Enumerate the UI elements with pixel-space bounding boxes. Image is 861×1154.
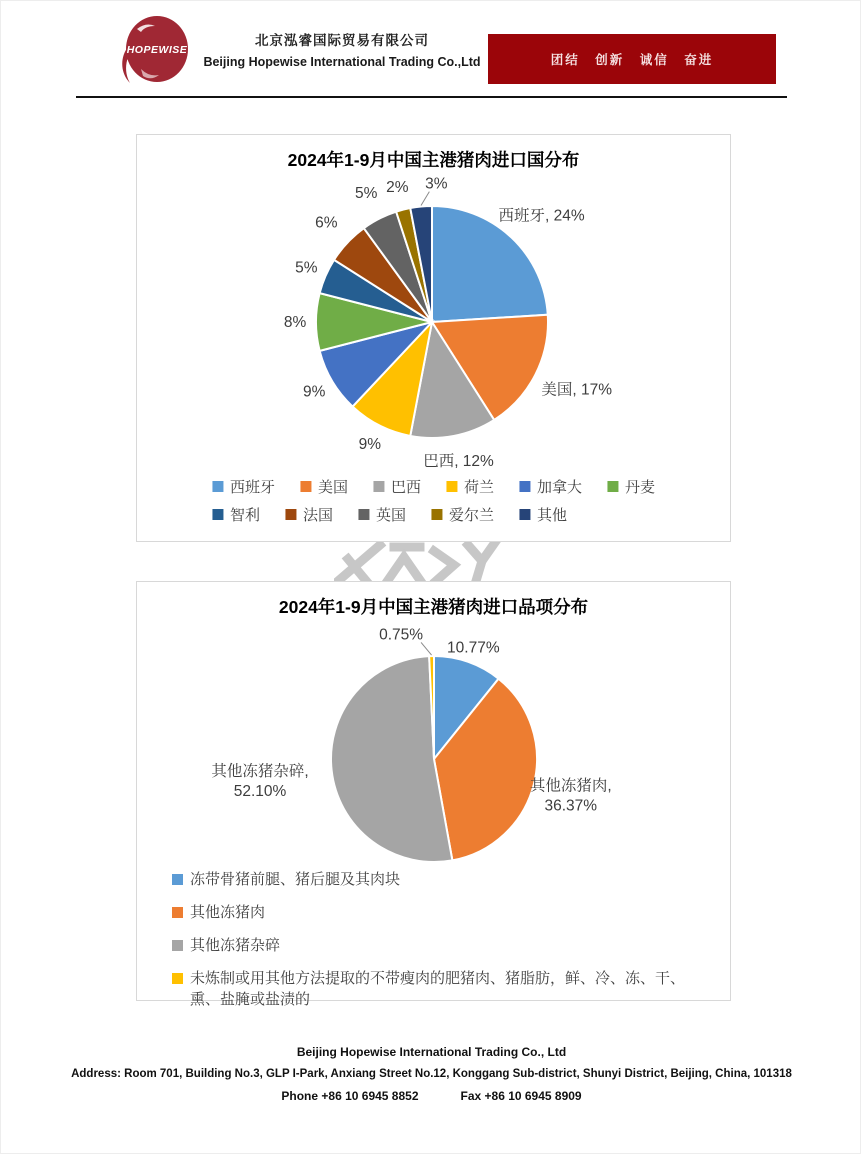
legend-swatch-icon	[300, 481, 311, 492]
pie-slice-label: 2%	[386, 179, 409, 197]
logo-wordmark: HOPEWISE	[126, 44, 188, 56]
legend-label: 爱尔兰	[449, 507, 495, 524]
legend-item	[358, 504, 406, 525]
legend-swatch-icon	[212, 509, 223, 520]
legend-swatch-icon	[172, 973, 183, 984]
legend-item	[300, 476, 348, 497]
legend-item	[172, 968, 708, 1010]
legend-item	[212, 504, 260, 525]
legend-item	[431, 504, 494, 525]
legend-label: 巴西	[390, 479, 421, 496]
pie-slice-label: 9%	[358, 435, 382, 453]
legend-swatch-icon	[431, 509, 442, 520]
label-leader-line	[421, 642, 431, 655]
legend-item	[172, 935, 708, 956]
pie-legend-import-items	[172, 869, 708, 1022]
pie-slice-label: 3%	[425, 175, 448, 193]
watermark-icon	[334, 537, 534, 587]
pie-chart-card-import-items	[136, 581, 731, 1008]
footer-phone: Phone +86 10 6945 8852	[281, 1089, 419, 1103]
pie-slice-label: 8%	[283, 314, 307, 331]
legend-row	[212, 504, 655, 525]
legend-swatch-icon	[172, 874, 183, 885]
footer-address: Address: Room 701, Building No.3, GLP I-Park, Anxiang Street No.12, Konggang Sub-district, Shunyi District, Beijing, China, 101318	[71, 1068, 792, 1080]
legend-label: 荷兰	[464, 479, 495, 496]
pie-slice-label: 0.75%	[379, 626, 424, 644]
slogan-text: 团结 创新 诚信 奋进	[550, 53, 714, 67]
legend-swatch-icon	[446, 481, 457, 492]
legend-label: 加拿大	[537, 479, 583, 496]
company-name-cn: 北京泓睿国际贸易有限公司	[255, 33, 429, 48]
legend-label: 其他	[537, 507, 568, 524]
legend-item	[172, 902, 708, 923]
legend-item	[446, 476, 494, 497]
legend-label: 智利	[229, 507, 260, 524]
pie-slice-label: 美国, 17%	[541, 381, 613, 399]
hopewise-logo-icon	[111, 11, 191, 91]
legend-item	[519, 504, 567, 525]
legend-swatch-icon	[607, 481, 618, 492]
legend-swatch-icon	[285, 509, 296, 520]
footer-fax: Fax +86 10 6945 8909	[460, 1089, 582, 1103]
legend-label: 未炼制或用其他方法提取的不带瘦肉的肥猪肉、猪脂肪，鲜、冷、冻、干、熏、盐腌或盐渍的	[190, 970, 686, 1008]
pie-slice-label: 5%	[295, 259, 318, 277]
legend-label: 英国	[375, 507, 406, 524]
pie-slice-label: 巴西, 12%	[423, 453, 494, 471]
legend-swatch-icon	[519, 509, 530, 520]
header-divider	[76, 96, 787, 98]
legend-label: 美国	[317, 479, 348, 496]
pie-slice-label: 9%	[302, 383, 326, 401]
pie-slice-label: 10.77%	[447, 639, 500, 657]
legend-swatch-icon	[358, 509, 369, 520]
company-name-block	[201, 29, 483, 69]
legend-label: 丹麦	[625, 479, 656, 496]
legend-label: 冻带骨猪前腿、猪后腿及其肉块	[190, 871, 401, 888]
pie-slice-label: 西班牙, 24%	[498, 207, 585, 225]
pie-chart-card-import-countries	[136, 134, 731, 542]
company-name-en: Beijing Hopewise International Trading Co.,Ltd	[203, 55, 481, 69]
legend-item	[373, 476, 421, 497]
legend-item	[519, 476, 582, 497]
legend-label: 其他冻猪肉	[190, 904, 266, 921]
legend-item	[285, 504, 333, 525]
slogan-banner	[488, 34, 776, 84]
legend-label: 西班牙	[229, 479, 275, 496]
legend-swatch-icon	[172, 907, 183, 918]
legend-label: 其他冻猪杂碎	[190, 937, 281, 954]
footer-company: Beijing Hopewise International Trading Co., Ltd	[296, 1045, 567, 1059]
legend-swatch-icon	[519, 481, 530, 492]
footer-contacts	[41, 1089, 822, 1103]
chart-title: 2024年1-9月中国主港猪肉进口国分布	[287, 150, 580, 170]
legend-swatch-icon	[212, 481, 223, 492]
label-leader-line	[421, 192, 429, 206]
legend-item	[212, 476, 275, 497]
pie-slice-label: 6%	[315, 214, 338, 232]
legend-label: 法国	[302, 507, 333, 524]
legend-row	[212, 476, 655, 497]
pie-svg-import-countries	[137, 172, 732, 474]
legend-item	[607, 476, 655, 497]
letter-footer	[41, 1045, 822, 1103]
chart-title: 2024年1-9月中国主港猪肉进口品项分布	[278, 597, 589, 617]
pie-svg-import-items	[137, 622, 732, 872]
pie-legend-import-countries	[212, 476, 655, 532]
legend-item	[172, 869, 708, 890]
legend-swatch-icon	[172, 940, 183, 951]
pie-slice-label: 其他冻猪肉, 36.37%	[529, 777, 612, 815]
pie-slice-label: 其他冻猪杂碎, 52.10%	[211, 762, 309, 800]
pie-slice-label: 5%	[354, 184, 378, 202]
legend-swatch-icon	[373, 481, 384, 492]
